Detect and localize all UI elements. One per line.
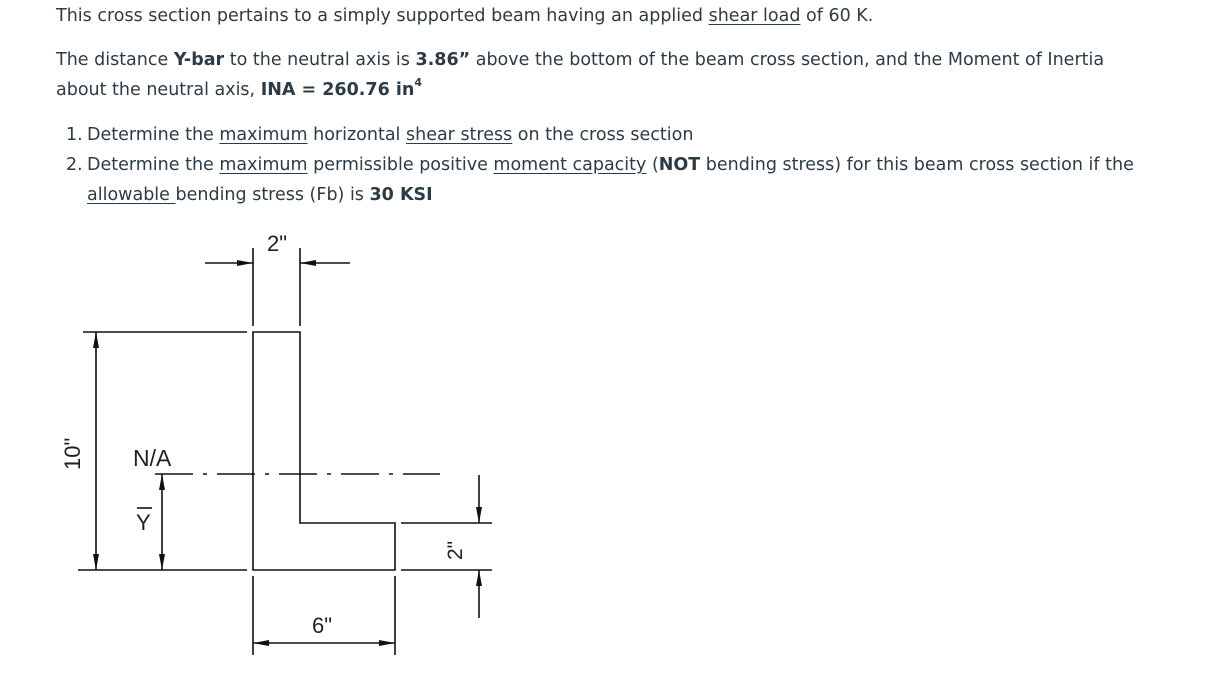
l-section-outline xyxy=(253,332,395,570)
q1-text-2: horizontal xyxy=(307,125,406,145)
ina-text: INA = 260.76 in xyxy=(260,80,415,100)
intro-text-end: of 60 K. xyxy=(800,6,874,26)
q2-text-2: permissible positive xyxy=(307,155,494,175)
dim-height-label: 10" xyxy=(60,437,85,470)
ina-exponent: 4 xyxy=(414,76,422,90)
q2-text-5: bending stress (Fb) is xyxy=(175,185,370,205)
shear-load-link[interactable]: shear load xyxy=(708,6,801,26)
maximum-link-2[interactable]: maximum xyxy=(219,155,308,175)
q1-text-3: on the cross section xyxy=(512,125,694,145)
dim-top-label: 2" xyxy=(267,231,288,256)
q2-text-4: bending stress) for this beam cross section if the xyxy=(700,155,1134,175)
ybar-label: Y xyxy=(136,510,151,535)
allowable-link[interactable]: allowable xyxy=(87,185,176,205)
distance-text: The distance xyxy=(56,50,174,70)
q2-text: Determine the xyxy=(87,155,220,175)
not-emphasis: NOT xyxy=(658,155,701,175)
distance-text-2: to the neutral axis is xyxy=(224,50,416,70)
q1-text: Determine the xyxy=(87,125,220,145)
neutral-axis-label: N/A xyxy=(133,445,172,471)
distance-text-3: above the bottom of the beam cross section, and the Moment of Inertia about the neutral axis, xyxy=(56,50,1105,100)
ybar-value: 3.86” xyxy=(415,50,471,70)
shear-stress-link[interactable]: shear stress xyxy=(405,125,513,145)
moment-capacity-link[interactable]: moment capacity xyxy=(493,155,647,175)
ybar-term: Y-bar xyxy=(173,50,225,70)
allowable-stress-value: 30 KSI xyxy=(369,185,433,205)
question-2-number: 2. xyxy=(66,155,83,175)
dim-bottom-label: 6" xyxy=(312,613,333,638)
maximum-link[interactable]: maximum xyxy=(219,125,308,145)
dim-flange-label: 2" xyxy=(444,540,467,560)
intro-text: This cross section pertains to a simply supported beam having an applied xyxy=(56,6,709,26)
question-1-number: 1. xyxy=(66,125,83,145)
q2-text-3: ( xyxy=(646,155,659,175)
